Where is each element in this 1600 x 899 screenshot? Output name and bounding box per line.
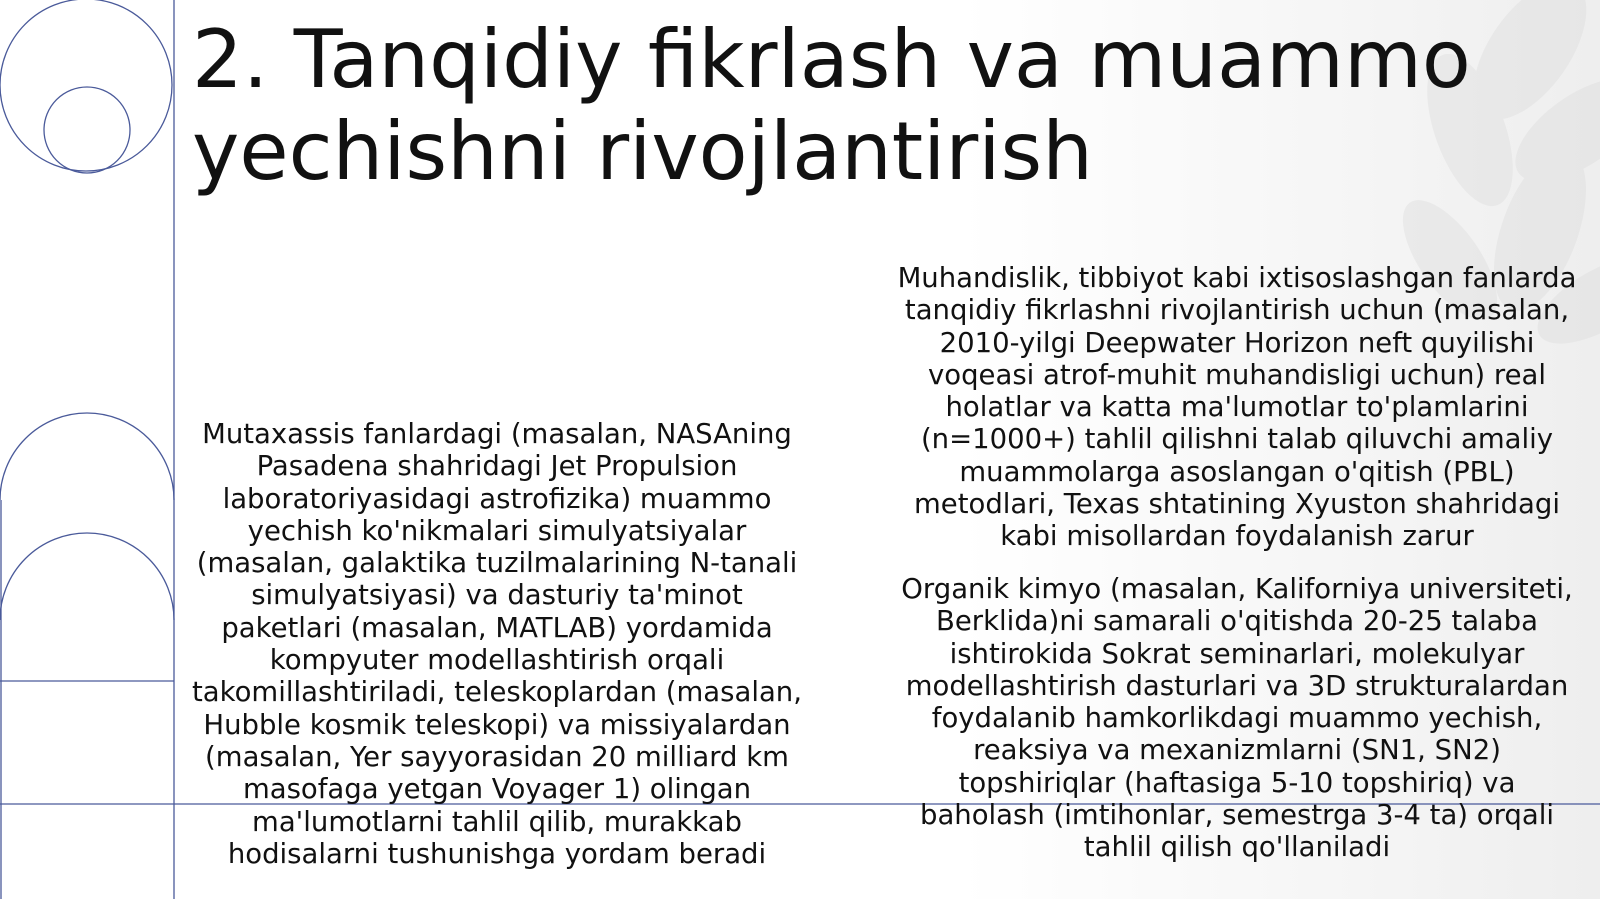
small-circle-outline	[44, 87, 130, 173]
slide-title: 2. Tanqidiy fikrlash va muammo yechishni rivojlantirish	[192, 13, 1471, 198]
left-paragraph: Mutaxassis fanlardagi (masalan, NASAning Pasadena shahridagi Jet Propulsion laboratoriyasidagi astrofizika) muammo yechish ko'nikmalari simulyatsiyalar (masalan, galaktika tuzilmalarining N-tanali simulyatsiyasi) va dasturiy ta'minot paketlari (masalan, MATLAB) yordamida kompyuter modellashtirish orqali takomillashtiriladi, teleskoplardan (masalan, Hubble kosmik teleskopi) va missiyalardan (masalan, Yer sayyorasidan 20 milliard km masofaga yetgan Voyager 1) olingan ma'lumotlarni tahlil qilib, murakkab hodisalarni tushunishga yordam beradi	[192, 418, 802, 870]
upper-arch-outline	[0, 413, 174, 500]
large-circle-outline	[0, 0, 172, 171]
lower-arch-outline	[0, 533, 174, 620]
right-paragraph-bottom: Organik kimyo (masalan, Kaliforniya universiteti, Berklida)ni samarali o'qitishda 20-25 talaba ishtirokida Sokrat seminarlari, molekulyar modellashtirish dasturlari va 3D strukturalardan foydalanib hamkorlikdagi muammo yechish, reaksiya va mexanizmlarni (SN1, SN2) topshiriqlar (haftasiga 5-10 topshiriq) va baholash (imtihonlar, semestrga 3-4 ta) orqali tahlil qilish qo'llaniladi	[901, 573, 1573, 864]
right-paragraph-top: Muhandislik, tibbiyot kabi ixtisoslashgan fanlarda tanqidiy fikrlashni rivojlantirish uchun (masalan, 2010-yilgi Deepwater Horizon neft quyilishi voqeasi atrof-muhit muhandisligi uchun) real holatlar va katta ma'lumotlar to'plamlarini (n=1000+) tahlil qilishni talab qiluvchi amaliy muammolarga asoslangan o'qitish (PBL) metodlari, Texas shtatining Xyuston shahridagi kabi misollardan foydalanish zarur	[897, 262, 1577, 553]
